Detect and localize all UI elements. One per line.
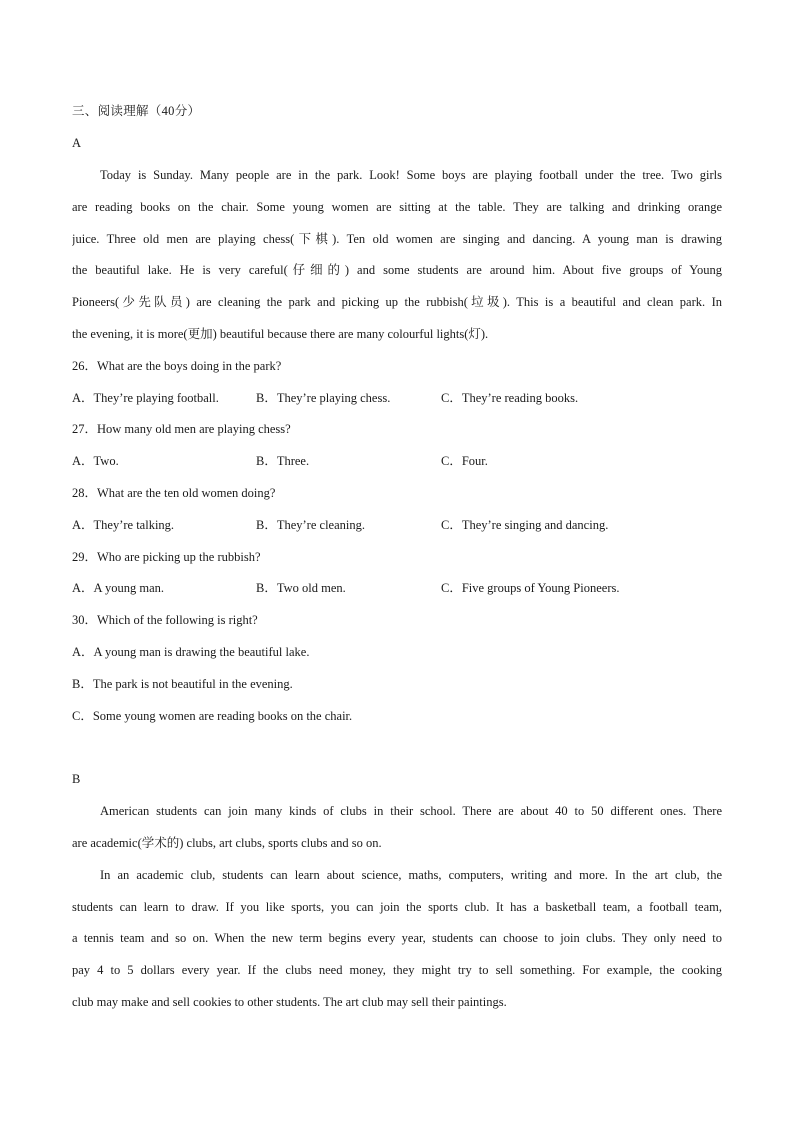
- passage-b-line: club may make and sell cookies to other students. The art club may sell their paintings.: [72, 995, 507, 1009]
- question-30-option-a[interactable]: A．A young man is drawing the beautiful lake.: [72, 645, 310, 659]
- question-29-option-c[interactable]: C．Five groups of Young Pioneers.: [441, 581, 620, 595]
- passage-b-line: pay 4 to 5 dollars every year. If the clubs need money, they might try to sell something. For example, the cooking: [72, 963, 722, 977]
- question-28-stem: 28．What are the ten old women doing?: [72, 486, 276, 500]
- passage-b-line: a tennis team and so on. When the new term begins every year, students can choose to join clubs. They only need to: [72, 931, 722, 945]
- question-27-option-b[interactable]: B．Three.: [256, 454, 310, 468]
- question-28-option-a[interactable]: A．They’re talking.: [72, 518, 175, 532]
- question-26-stem: 26．What are the boys doing in the park?: [72, 359, 282, 373]
- question-30-option-b[interactable]: B．The park is not beautiful in the evening.: [72, 677, 293, 691]
- passage-a-line: Today is Sunday. Many people are in the park. Look! Some boys are playing football under the tree. Two girls: [100, 168, 722, 182]
- passage-a-line: juice. Three old men are playing chess(下棋). Ten old women are singing and dancing. A young man is drawing: [72, 232, 722, 246]
- passage-a-line: are reading books on the chair. Some young women are sitting at the table. They are talking and drinking orange: [72, 200, 722, 214]
- passage-a-label: A: [72, 136, 82, 150]
- passage-b-line: In an academic club, students can learn about science, maths, computers, writing and more. In the art club, the: [100, 868, 722, 882]
- passage-b-label: B: [72, 772, 81, 786]
- question-29-option-a[interactable]: A．A young man.: [72, 581, 165, 595]
- question-29-stem: 29．Who are picking up the rubbish?: [72, 550, 261, 564]
- question-27-option-a[interactable]: A．Two.: [72, 454, 119, 468]
- question-27-stem: 27．How many old men are playing chess?: [72, 422, 291, 436]
- section-title: 三、阅读理解（40分）: [72, 104, 201, 118]
- question-26-option-b[interactable]: B．They’re playing chess.: [256, 391, 391, 405]
- passage-a-line: the evening, it is more(更加) beautiful because there are many colourful lights(灯).: [72, 327, 489, 341]
- passage-b-line: students can learn to draw. If you like sports, you can join the sports club. It has a basketball team, a football team,: [72, 900, 722, 914]
- question-30-stem: 30．Which of the following is right?: [72, 613, 258, 627]
- passage-a-line: the beautiful lake. He is very careful(仔细的) and some students are around him. About five groups of Young: [72, 263, 722, 277]
- passage-b-line: American students can join many kinds of clubs in their school. There are about 40 to 50 different ones. There: [100, 804, 722, 818]
- passage-a-line: Pioneers(少先队员) are cleaning the park and picking up the rubbish(垃圾). This is a beautiful and clean park. In: [72, 295, 722, 309]
- passage-b-line: are academic(学术的) clubs, art clubs, sports clubs and so on.: [72, 836, 382, 850]
- question-26-option-a[interactable]: A．They’re playing football.: [72, 391, 219, 405]
- question-28-option-b[interactable]: B．They’re cleaning.: [256, 518, 365, 532]
- question-29-option-b[interactable]: B．Two old men.: [256, 581, 346, 595]
- question-27-option-c[interactable]: C．Four.: [441, 454, 488, 468]
- question-26-option-c[interactable]: C．They’re reading books.: [441, 391, 579, 405]
- question-28-option-c[interactable]: C．They’re singing and dancing.: [441, 518, 609, 532]
- question-30-option-c[interactable]: C．Some young women are reading books on the chair.: [72, 709, 353, 723]
